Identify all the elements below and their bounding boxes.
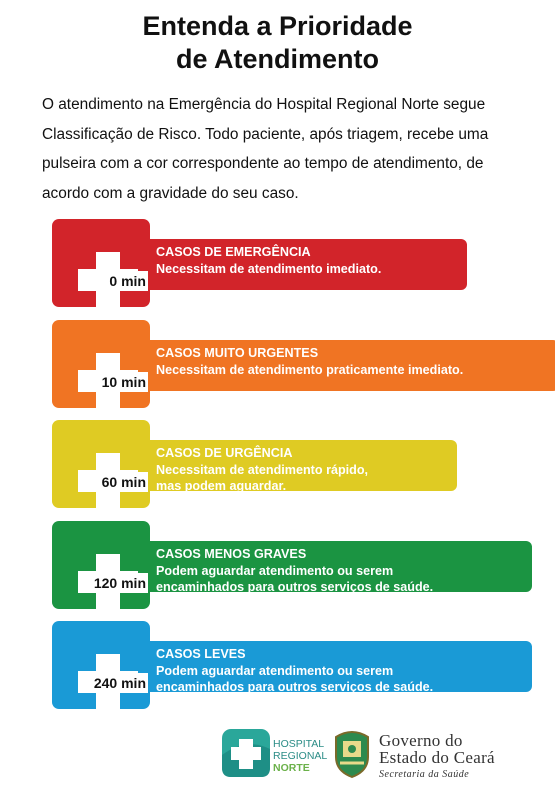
priority-text [156,445,368,495]
page-title [0,10,555,76]
priority-text [156,546,433,596]
priority-text [156,646,433,696]
title-line-1: Entenda a Prioridade [142,11,413,41]
hospital-logo-text [273,738,327,774]
priority-title: CASOS MENOS GRAVES [156,547,307,561]
wait-time: 10 min [78,372,148,392]
priority-desc-1: Necessitam de atendimento praticamente imediato. [156,362,464,377]
hospital-line-2: REGIONAL [273,750,328,762]
intro-paragraph: O atendimento na Emergência do Hospital Regional Norte segue Classificação de Risco. Todo paciente, após triagem, recebe uma pulseira com a cor correspondente ao tempo de atendimento, de acordo com a gravidade do seu caso. [42,96,489,202]
wait-time: 60 min [78,472,148,492]
title-line-2: de Atendimento [175,44,379,74]
priority-desc-1: Podem aguardar atendimento ou serem [156,663,394,678]
hospital-line-1: HOSPITAL [273,738,325,750]
state-government-logo-text [379,732,495,783]
wait-time: 240 min [78,673,148,693]
priority-title: CASOS LEVES [156,647,246,661]
priority-text [156,345,463,378]
wait-time: 0 min [78,271,148,291]
priority-title: CASOS MUITO URGENTES [156,346,319,360]
priority-desc-2: encaminhados para outros serviços de saúde. [156,680,434,694]
gov-line-2: Estado do Ceará [379,748,495,767]
priority-desc-1: Necessitam de atendimento rápido, [156,462,369,477]
state-coat-of-arms-icon [332,727,372,779]
gov-line-3: Secretaria da Saúde [379,769,470,780]
priority-desc-1: Necessitam de atendimento imediato. [156,261,382,276]
priority-desc-2: mas podem aguardar. [156,479,287,493]
priority-desc-1: Podem aguardar atendimento ou serem [156,563,394,578]
priority-desc-2: encaminhados para outros serviços de saúde. [156,580,434,594]
hospital-line-3: NORTE [273,762,310,774]
gov-line-1: Governo do [379,731,463,750]
priority-title: CASOS DE EMERGÊNCIA [156,245,311,259]
priority-title: CASOS DE URGÊNCIA [156,446,293,460]
wait-time: 120 min [78,573,148,593]
priority-text [156,244,381,277]
hospital-logo-icon [222,729,270,777]
